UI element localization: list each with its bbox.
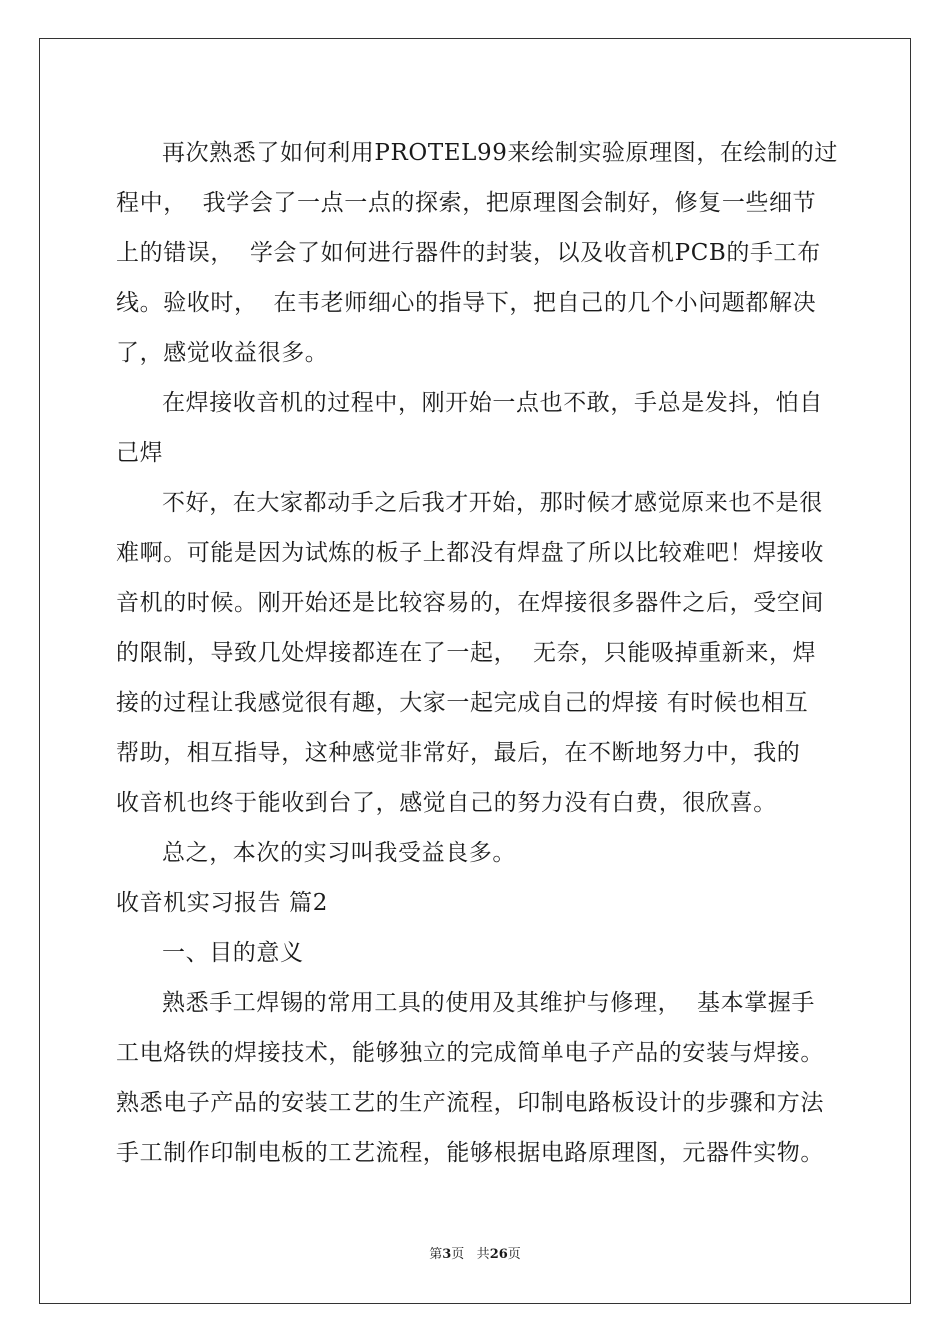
paragraph-line: 工电烙铁的焊接技术，能够独立的完成简单电子产品的安装与焊接。 xyxy=(116,1040,824,1066)
paragraph-line: 总之，本次的实习叫我受益良多。 xyxy=(162,840,516,866)
page-number: 3 xyxy=(442,1247,452,1262)
paragraph-line: 手工制作印制电板的工艺流程，能够根据电路原理图，元器件实物。 xyxy=(116,1140,824,1166)
paragraph-line: 帮助，相互指导，这种感觉非常好，最后，在不断地努力中，我的 xyxy=(116,740,801,766)
paragraph-line: 难啊。可能是因为试炼的板子上都没有焊盘了所以比较难吧！焊接收 xyxy=(116,540,824,566)
paragraph-line: 收音机也终于能收到台了，感觉自己的努力没有白费，很欣喜。 xyxy=(116,790,777,816)
paragraph-line: 再次熟悉了如何利用PROTEL99来绘制实验原理图，在绘制的过 xyxy=(162,140,838,166)
document-body xyxy=(116,128,838,1178)
subsection-heading: 一、目的意义 xyxy=(162,940,304,966)
page-footer xyxy=(0,1246,950,1264)
paragraph-line: 接的过程让我感觉很有趣，大家一起完成自己的焊接 有时候也相互 xyxy=(116,690,809,716)
total-prefix: 共 xyxy=(476,1247,490,1262)
paragraph-line: 的限制，导致几处焊接都连在了一起， 无奈，只能吸掉重新来，焊 xyxy=(116,640,817,666)
paragraph-line: 不好，在大家都动手之后我才开始，那时候才感觉原来也不是很 xyxy=(162,490,823,516)
section-heading: 收音机实习报告 篇2 xyxy=(116,890,328,916)
total-pages: 26 xyxy=(489,1247,508,1262)
paragraph-line: 音机的时候。刚开始还是比较容易的，在焊接很多器件之后，受空间 xyxy=(116,590,824,616)
paragraph-line: 程中， 我学会了一点一点的探索，把原理图会制好，修复一些细节 xyxy=(116,190,817,216)
paragraph-line: 线。验收时， 在韦老师细心的指导下，把自己的几个小问题都解决 xyxy=(116,290,817,316)
page-suffix: 页 xyxy=(451,1247,465,1262)
paragraph-line: 熟悉手工焊锡的常用工具的使用及其维护与修理， 基本掌握手 xyxy=(162,990,816,1016)
paragraph-line: 熟悉电子产品的安装工艺的生产流程，印制电路板设计的步骤和方法 xyxy=(116,1090,824,1116)
paragraph-line: 己焊 xyxy=(116,440,164,466)
paragraph-line: 在焊接收音机的过程中，刚开始一点也不敢，手总是发抖，怕自 xyxy=(162,390,823,416)
paragraph-line: 了，感觉收益很多。 xyxy=(116,340,329,366)
paragraph-line: 上的错误， 学会了如何进行器件的封装，以及收音机PCB的手工布 xyxy=(116,240,821,266)
total-suffix: 页 xyxy=(507,1247,521,1262)
page-prefix: 第 xyxy=(429,1247,443,1262)
